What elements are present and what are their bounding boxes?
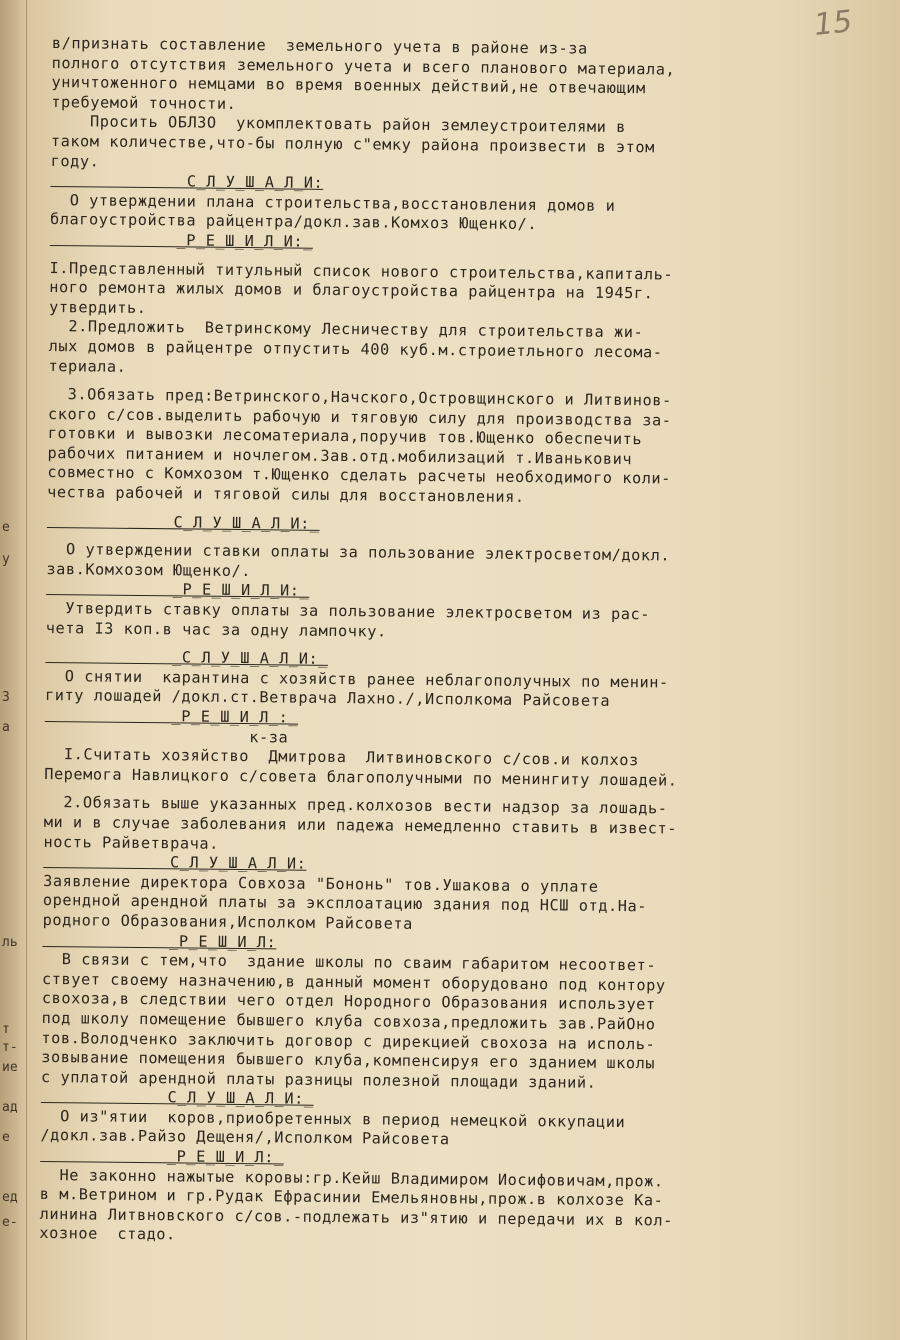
- text-line: лых домов в райцентре отпустить 400 куб.м.строиетльного лесома-: [48, 336, 663, 362]
- text-line: уничтоженного немцами во время военных действий,не отвечающим: [51, 73, 646, 98]
- page-number: 15: [812, 4, 854, 43]
- text-line: I.Представленный титульный список нового строительства,капиталь-: [49, 258, 674, 284]
- margin-fragment: 3: [2, 690, 10, 705]
- section-heading: _Р_Е_Ш_И_Л_:_: [44, 705, 299, 727]
- margin-fragment: е: [2, 1130, 10, 1145]
- margin-fragment: т-: [2, 1040, 18, 1055]
- margin-fragment: ад: [2, 1100, 18, 1115]
- text-line: чета I3 коп.в час за одну лампочку.: [45, 618, 387, 641]
- text-line: в м.Ветрином и гр.Рудак Ефрасинии Емельяновны,прож.в колхозе Ка-: [39, 1185, 664, 1210]
- section-heading: С_Л_У_Ш_А_Л_И:_: [46, 511, 320, 533]
- text-line: полного отсутствия земельного учета и всего планового материала,: [51, 53, 676, 79]
- section-heading: _С_Л_У_Ш_А_Л_И:_: [45, 647, 329, 669]
- text-line: орендной арендной платы за эксплоатацию здания под НСШ отд.На-: [42, 891, 648, 916]
- text-line: готовки и вывозки лесоматериала,поручив тов.Ющенко обеспечить: [47, 424, 643, 449]
- text-line: с уплатой арендной платы разницы полезной площади зданий.: [40, 1067, 597, 1092]
- text-line: Не законно нажытые коровы:гр.Кейш Владимиром Иосифовичам,прож.: [39, 1165, 664, 1191]
- text-line: 3.Обязать пред:Ветринского,Начского,Островщинского и Литвинов-: [48, 385, 672, 410]
- text-line: ми и в случае заболевания или падежа немедленно ставить в извест-: [43, 812, 678, 838]
- margin-fragment: а: [2, 720, 10, 735]
- margin-fragment: у: [2, 552, 10, 567]
- margin-fragment: ие: [2, 1060, 18, 1075]
- text-line: 2.Предложить Ветринскому Лесничеству для строительства жи-: [48, 317, 644, 342]
- section-heading: _Р_Е_Ш_И_Л_И:_: [46, 579, 310, 601]
- text-line: требуемой точности.: [51, 92, 237, 113]
- margin-fragment: т: [2, 1022, 10, 1037]
- text-line: Заявление директора Совхоза "Бононь" тов.Ушакова о уплате: [43, 871, 599, 896]
- margin-fragment: ед: [2, 1190, 18, 1205]
- text-line: ствует своему назначению,в данный момент оборудовано под контору: [42, 969, 666, 995]
- text-line: благоустройства райцентра/докл.зав.Комхоз Ющенко/.: [49, 210, 538, 234]
- section-heading: С_Л_У_Ш_А_Л_И:: [43, 852, 307, 873]
- text-line: зав.Комхозом Ющенко/.: [46, 559, 252, 580]
- text-line: О снятии карантина с хозяйств ранее неблагополучных по менин-: [45, 666, 669, 692]
- text-line: I.Считать хозяйство Дмитрова Литвиновского с/сов.и колхоз: [44, 745, 639, 770]
- text-line: году.: [50, 151, 100, 171]
- section-heading: _Р_Е_Ш_И_Л:_: [40, 1146, 284, 1167]
- text-line: О утверждении ставки оплаты за пользование электросветом/докл.: [46, 540, 671, 565]
- text-line: совместно с Комхозом т.Ющенко сделать расчеты необходимого коли-: [47, 463, 672, 488]
- typed-protocol-text: [39, 34, 882, 1253]
- text-line: к-за: [44, 725, 289, 747]
- section-heading: _Р_Е_Ш_И_Л:: [42, 930, 277, 951]
- text-line: В связи с тем,что здание школы по сваим габаритом несоответ-: [42, 950, 657, 975]
- text-line: под школу помещение бывшего клуба совхоза,предложить зав.РайОно: [41, 1008, 656, 1034]
- text-line: тов.Володченко заключить договор с дирекцией свохоза на исполь-: [41, 1028, 656, 1053]
- text-line: О утверждении плана строительства,восстановления домов и: [50, 190, 616, 215]
- text-line: ного ремонта жилых домов и благоустройства райцентра на 1945г.: [49, 278, 654, 303]
- text-line: Утвердить ставку оплаты за пользование электросветом из рас-: [45, 599, 651, 624]
- text-line: зовывание помещения бывшего клуба,компенсируя его зданием школы: [41, 1048, 656, 1073]
- text-line: родного Образования,Исполком Райсовета: [42, 910, 414, 933]
- text-line: хозное стадо.: [39, 1224, 176, 1244]
- text-line: ность Райветврача.: [43, 832, 220, 853]
- text-line: линина Литвновского с/сов.-подлежать из"ятию и передачи их в кол-: [39, 1204, 674, 1230]
- text-line: Просить ОБЛЗО укомплектовать район землеустроителями в: [50, 112, 627, 137]
- section-heading: _Р_Е_Ш_И_Л_И:_: [49, 229, 314, 251]
- text-line: О из"ятии коров,приобретенных в период немецкой оккупации: [40, 1106, 626, 1131]
- text-line: гиту лошадей /докл.ст.Ветврача Лахно./,Исполкома Райсовета: [44, 686, 611, 711]
- text-line: свохоза,в следствии чего отдел Нородного Образования использует: [41, 989, 656, 1014]
- text-line: 2.Обязать выше указанных пред.колхозов вести надзор за лошадь-: [43, 793, 668, 818]
- text-line: ского с/сов.выделить рабочую и тяговую силу для производства за-: [47, 404, 672, 430]
- text-line: /докл.зав.Райзо Дещеня/,Исполком Райсовета: [40, 1126, 450, 1149]
- margin-fragment: ль: [2, 935, 18, 950]
- margin-fragment: е: [2, 520, 10, 535]
- text-line: в/признать составление земельного учета в районе из-за: [51, 34, 588, 58]
- text-line: Перемога Навлицкого с/совета благополучными по менингиту лошадей.: [44, 764, 678, 790]
- section-heading: С_Л_У_Ш_А_Л_И:_: [40, 1087, 314, 1109]
- text-line: рабочих питанием и ночлегом.Зав.отд.мобилизаций т.Иванькович: [47, 443, 633, 468]
- text-line: чества рабочей и тяговой силы для восстановления.: [47, 483, 525, 507]
- section-heading: С_Л_У_Ш_А_Л_И:: [50, 171, 324, 193]
- margin-fragment: е-: [2, 1215, 18, 1230]
- text-line: териала.: [48, 356, 127, 376]
- text-line: таком количестве,что-бы полную с"емку района произвести в этом: [50, 131, 656, 157]
- text-line: утвердить.: [49, 297, 147, 317]
